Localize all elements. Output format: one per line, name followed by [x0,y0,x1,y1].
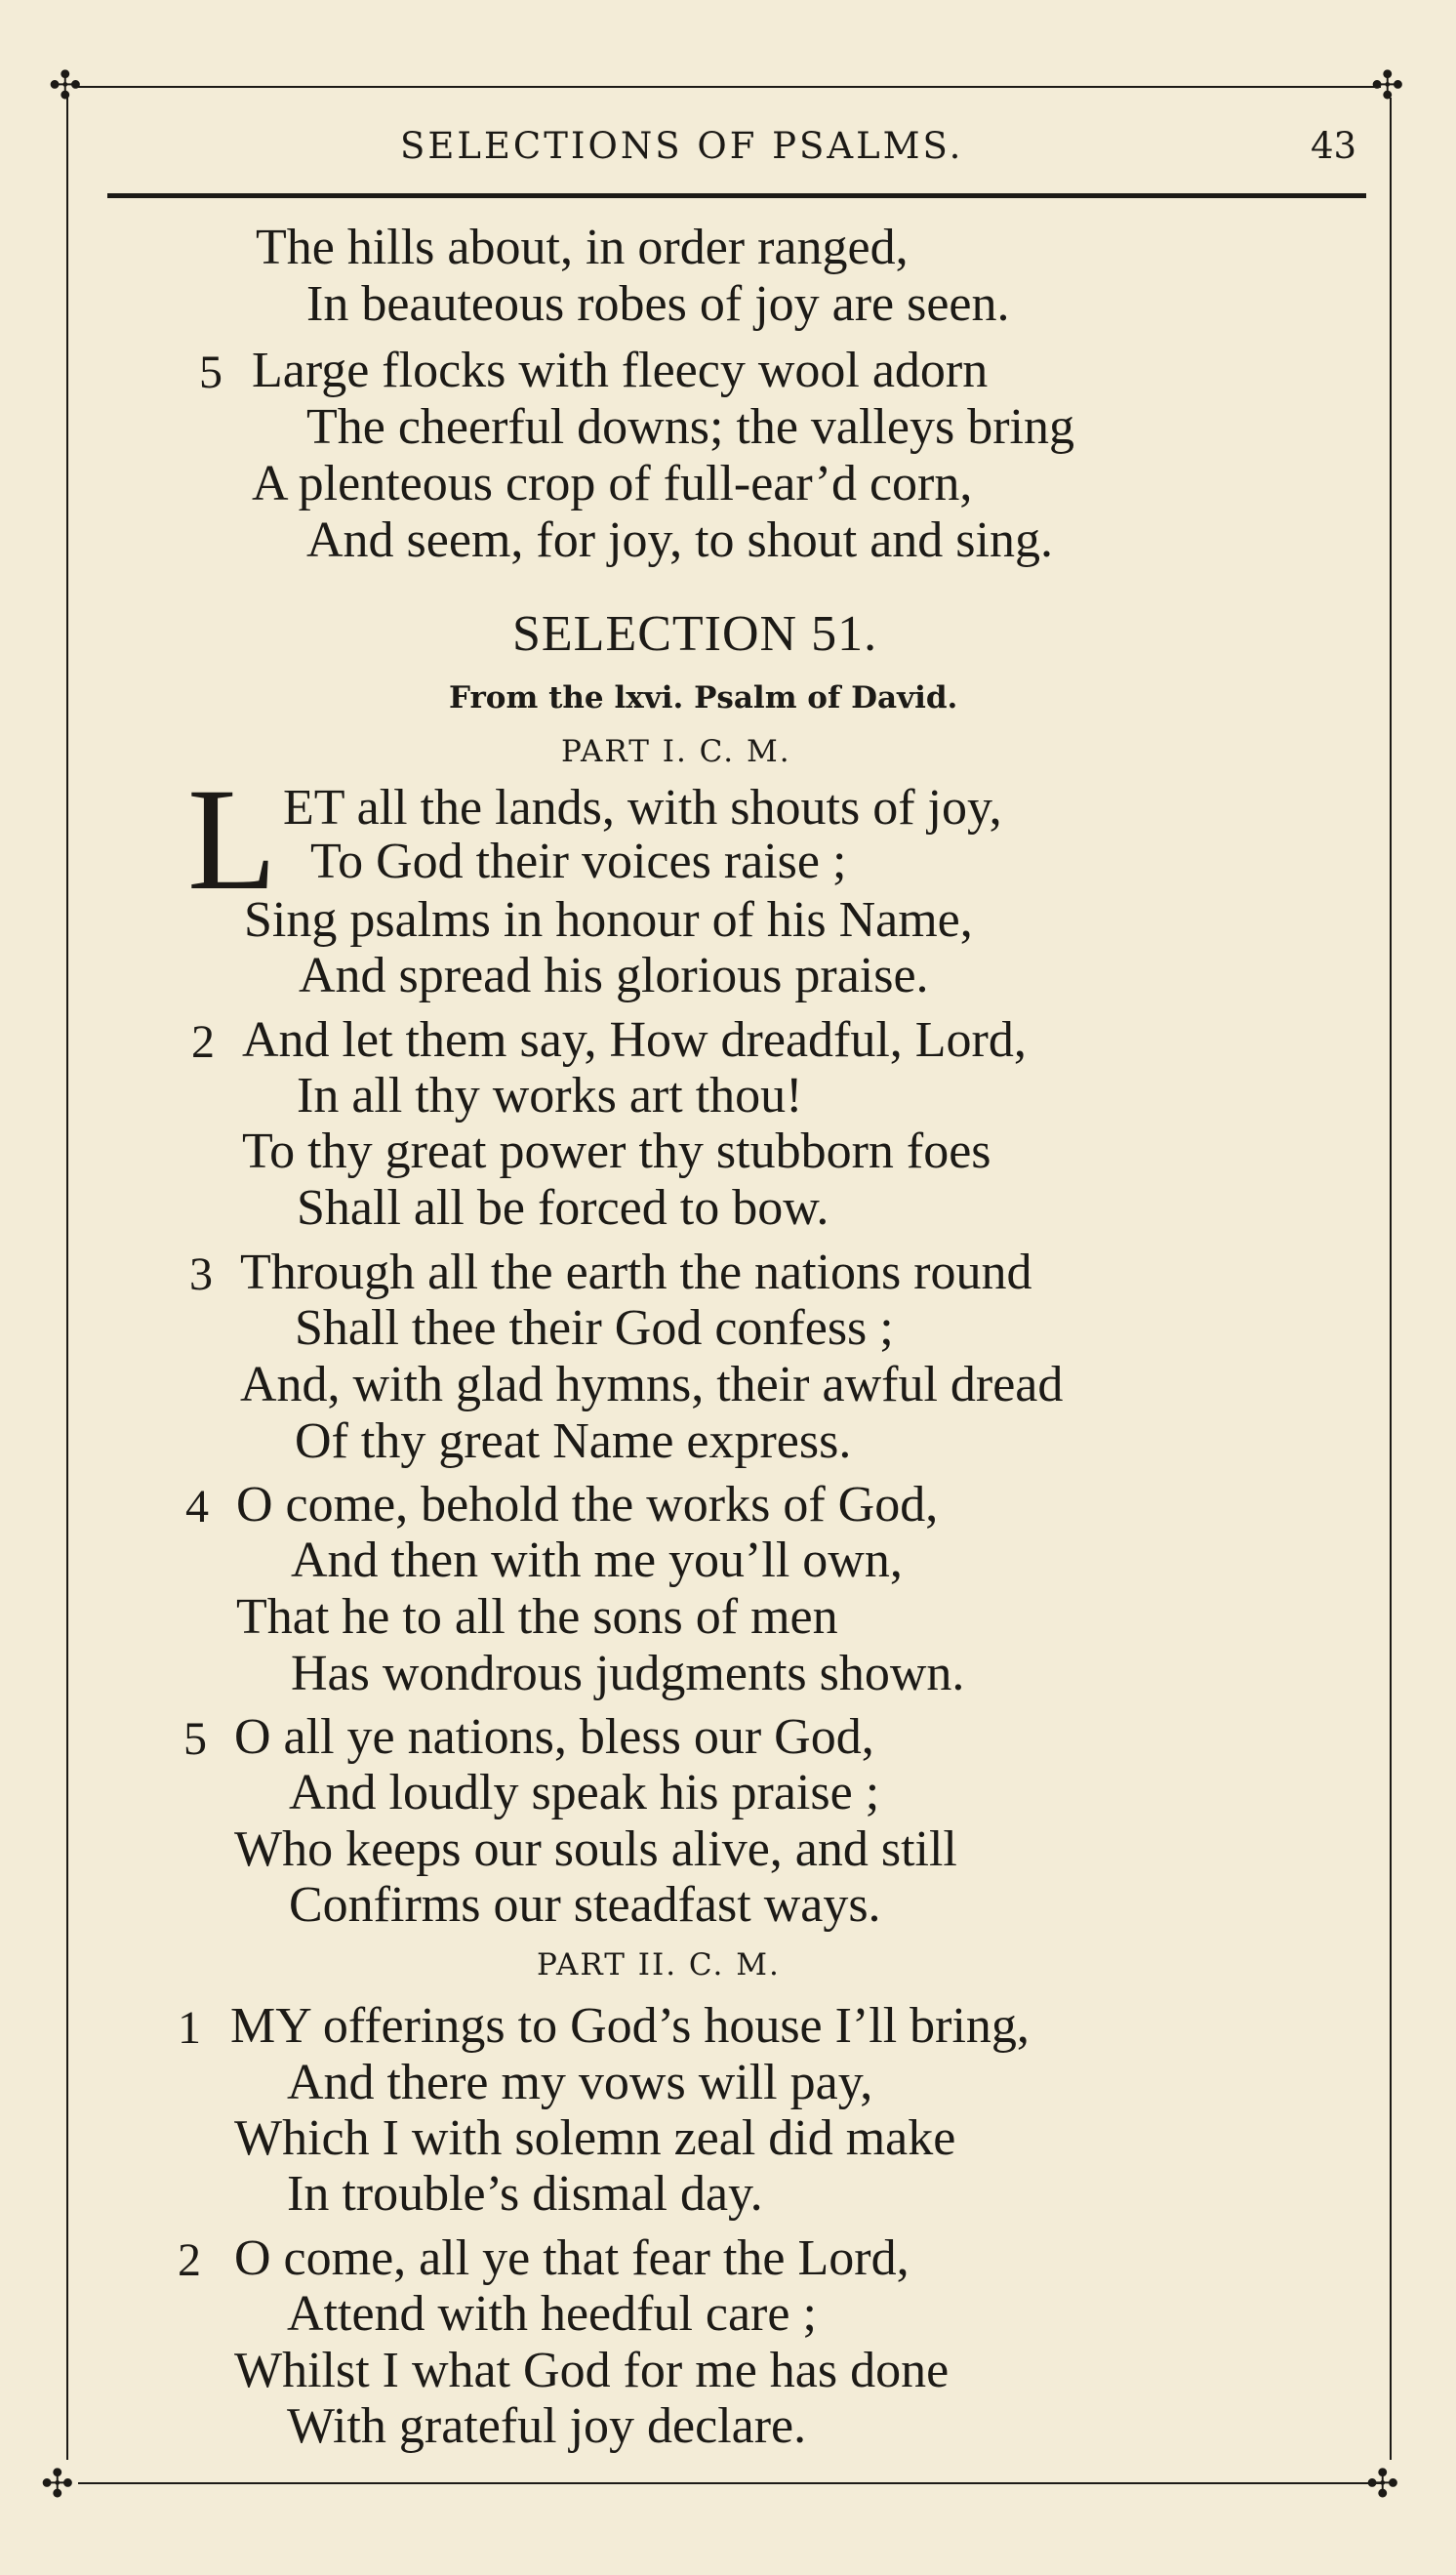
verse-line: And seem, for joy, to shout and sing. [306,512,1053,568]
verse-line: To God their voices raise ; [310,834,847,889]
corner-ornament-icon: ✣ [41,2462,74,2507]
verse-line: And loudly speak his praise ; [289,1765,880,1820]
verse-line: A plenteous crop of full-ear’d corn, [252,456,973,511]
top-rule [78,86,1381,88]
part-heading: PART I. C. M. [561,734,791,769]
part-heading: PART II. C. M. [537,1947,781,1982]
verse-line: And spread his glorious praise. [299,948,929,1003]
page-number: 43 [1311,125,1357,167]
verse-number: 2 [178,2234,201,2286]
verse-line: Whilst I what God for me has done [234,2343,950,2398]
verse-line: Sing psalms in honour of his Name, [244,892,973,948]
selection-title: SELECTION 51. [512,606,878,662]
verse-line: To thy great power thy stubborn foes [242,1124,991,1179]
verse-line: And then with me you’ll own, [291,1533,903,1588]
verse-line: And there my vows will pay, [287,2055,873,2110]
verse-number: 5 [183,1713,207,1765]
verse-line: That he to all the sons of men [236,1589,838,1645]
verse-line: Shall thee their God confess ; [295,1300,894,1356]
verse-line: MY offerings to God’s house I’ll bring, [230,1998,1030,2054]
verse-line: And let them say, How dreadful, Lord, [242,1012,1027,1068]
corner-ornament-icon: ✣ [49,63,82,108]
verse-line: In beauteous robes of joy are seen. [306,276,1010,332]
page-header [0,125,1456,174]
verse-line: Large flocks with fleecy wool adorn [252,343,989,398]
verse-number: 1 [178,2002,201,2054]
verse-line: In all thy works art thou! [297,1068,803,1124]
verse-number: 5 [199,347,222,398]
verse-line: The hills about, in order ranged, [256,220,909,275]
right-rule [1390,98,1392,2460]
verse-line: Shall all be forced to bow. [297,1180,829,1236]
running-title: SELECTIONS OF PSALMS. [400,125,964,167]
selection-subtitle: From the lxvi. Psalm of David. [449,680,958,715]
verse-line: Of thy great Name express. [295,1413,852,1469]
corner-ornament-icon: ✣ [1366,2462,1399,2507]
verse-line: The cheerful downs; the valleys bring [306,399,1074,455]
verse-line: O come, all ye that fear the Lord, [234,2230,910,2286]
verse-number: 3 [189,1248,213,1300]
verse-line: Confirms our steadfast ways. [289,1877,881,1933]
verse-line: Which I with solemn zeal did make [234,2110,956,2166]
bottom-rule [78,2482,1381,2484]
verse-line: Has wondrous judgments shown. [291,1646,965,1701]
verse-line: ET all the lands, with shouts of joy, [283,780,1002,836]
verse-number: 4 [185,1481,209,1533]
verse-line: Attend with heedful care ; [287,2286,817,2342]
verse-line: O all ye nations, bless our God, [234,1709,874,1765]
left-rule [66,98,68,2460]
verse-number: 2 [191,1016,215,1068]
corner-ornament-icon: ✣ [1371,63,1404,108]
verse-line: O come, behold the works of God, [236,1477,939,1533]
verse-line: Through all the earth the nations round [240,1245,1032,1300]
drop-cap: L [187,758,277,920]
verse-line: Who keeps our souls alive, and still [234,1821,957,1877]
header-rule [107,193,1366,198]
verse-line: With grateful joy declare. [287,2398,807,2454]
verse-line: And, with glad hymns, their awful dread [240,1357,1064,1412]
verse-line: In trouble’s dismal day. [287,2166,763,2222]
